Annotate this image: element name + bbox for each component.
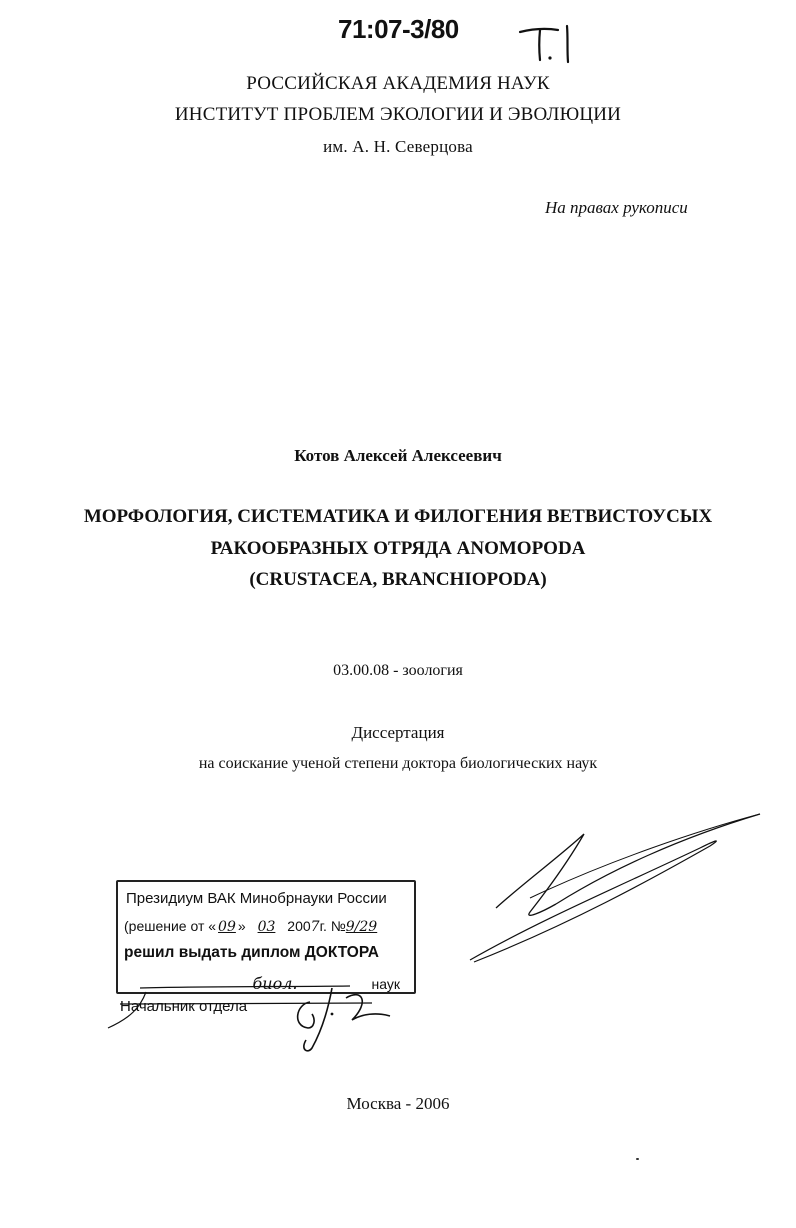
stamp-decision-number-handwritten: 9/29 [345,919,378,935]
stamp-day-handwritten: 09 [218,919,236,935]
scan-speck [636,1158,639,1160]
document-type: Диссертация [351,723,445,742]
organization-named-after: им. А. Н. Северцова [323,137,473,156]
stamp-head-of-department: Начальник отдела [120,998,248,1015]
stamp-field-handwritten: биол. [252,974,298,993]
thesis-title-line-2: РАКООБРАЗНЫХ ОТРЯДА ANOMOPODA [210,538,586,559]
thesis-title-line-3: (CRUSTACEA, BRANCHIOPODA) [249,569,547,590]
author-name: Котов Алексей Алексеевич [294,446,502,465]
degree-line: на соискание ученой степени доктора биологических наук [198,755,598,772]
stamp-year-prefix: 200 [287,918,311,934]
catalog-number: 71:07-3/80 [338,14,459,44]
stamp-number-label: г. № [319,918,346,934]
stamp-decision-separator: » [237,918,246,934]
stamp-handwriting-strokes [100,880,420,1060]
thesis-title-line-1: МОРФОЛОГИЯ, СИСТЕМАТИКА И ФИЛОГЕНИЯ ВЕТВИСТОУСЫХ [83,506,713,527]
stamp-month-handwritten: 03 [257,919,276,935]
stamp-award-line: решил выдать диплом ДОКТОРА [124,944,380,961]
organization-academy: РОССИЙСКАЯ АКАДЕМИЯ НАУК [246,73,550,94]
organization-institute: ИНСТИТУТ ПРОБЛЕМ ЭКОЛОГИИ И ЭВОЛЮЦИИ [174,104,622,125]
stamp-decision-prefix: (решение от « [124,918,217,934]
stamp-presidium-line: Президиум ВАК Минобрнауки России [126,890,387,907]
specialty-code: 03.00.08 - зоология [333,662,463,679]
manuscript-rights-note: На правах рукописи [545,198,688,217]
stamp-year-digit-handwritten: 7 [310,919,320,935]
handwritten-volume-mark [512,20,602,70]
author-signature [460,800,770,970]
city-and-year: Москва - 2006 [346,1094,450,1113]
stamp-field-suffix: наук [371,976,400,992]
